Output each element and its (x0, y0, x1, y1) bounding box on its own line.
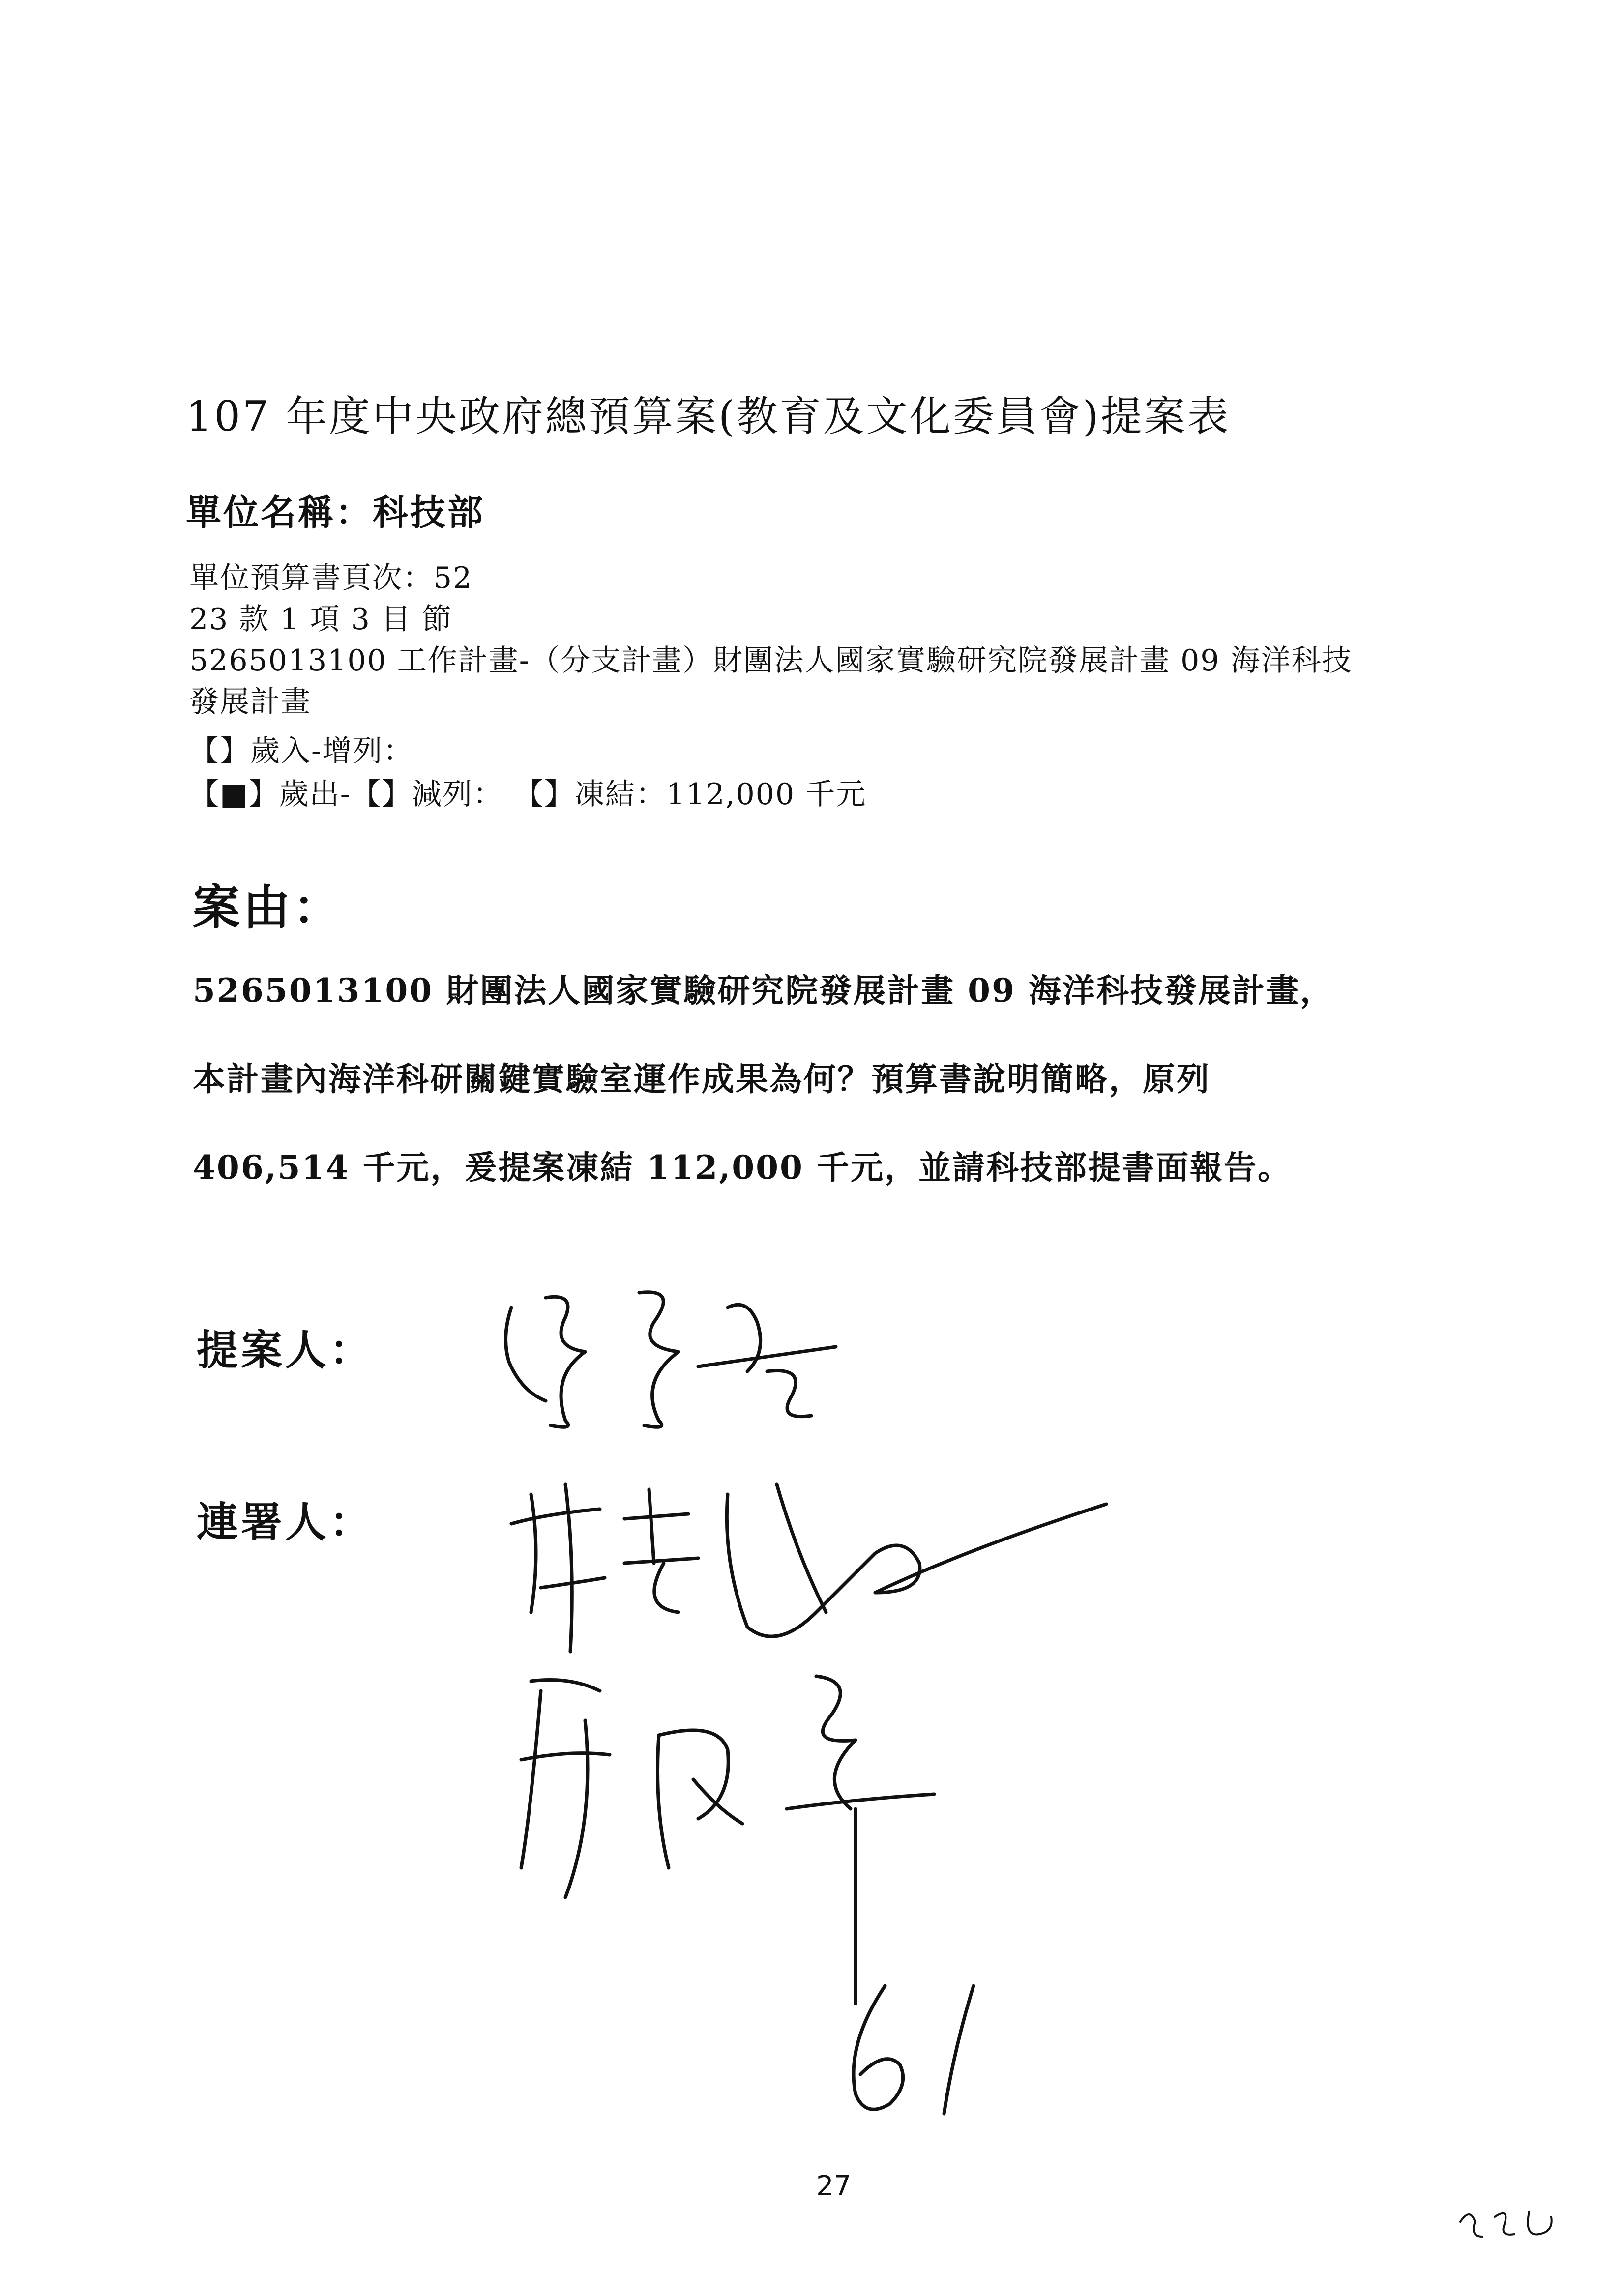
cosigner-label: 連署人： (197, 1498, 374, 1546)
proposer-label: 提案人： (197, 1326, 374, 1374)
corner-mark (1455, 2197, 1573, 2246)
budget-page-reference: 單位預算書頁次：52 (189, 561, 473, 595)
cosigner-signature-2 (511, 1661, 954, 2005)
revenue-line: 【】歲入-增列： (189, 734, 414, 768)
expenditure-freeze-line: 【■】歲出-【】減列： 【】凍結：112,000 千元 (189, 777, 867, 812)
budget-classification-line: 23 款 1 項 3 目 節 (189, 602, 453, 637)
unit-name: 單位名稱：科技部 (186, 492, 485, 533)
reason-line-2: 本計畫內海洋科研關鍵實驗室運作成果為何？預算書說明簡略，原列 (193, 1060, 1211, 1098)
reason-line-1: 5265013100 財團法人國家實驗研究院發展計畫 09 海洋科技發展計畫， (193, 971, 1334, 1010)
work-plan-line-2: 發展計畫 (189, 685, 311, 719)
reason-heading: 案由： (193, 879, 343, 935)
document-title: 107 年度中央政府總預算案(教育及文化委員會)提案表 (186, 392, 1231, 440)
proposer-signature (492, 1278, 885, 1435)
reason-line-3: 406,514 千元，爰提案凍結 112,000 千元，並請科技部提書面報告。 (193, 1148, 1292, 1187)
cosigner-signature-1 (502, 1465, 1116, 1671)
work-plan-line-1: 5265013100 工作計畫-（分支計畫）財團法人國家實驗研究院發展計畫 09 海洋科技 (189, 643, 1353, 678)
handwritten-number (826, 1976, 1003, 2123)
page-number: 27 (816, 2170, 852, 2202)
